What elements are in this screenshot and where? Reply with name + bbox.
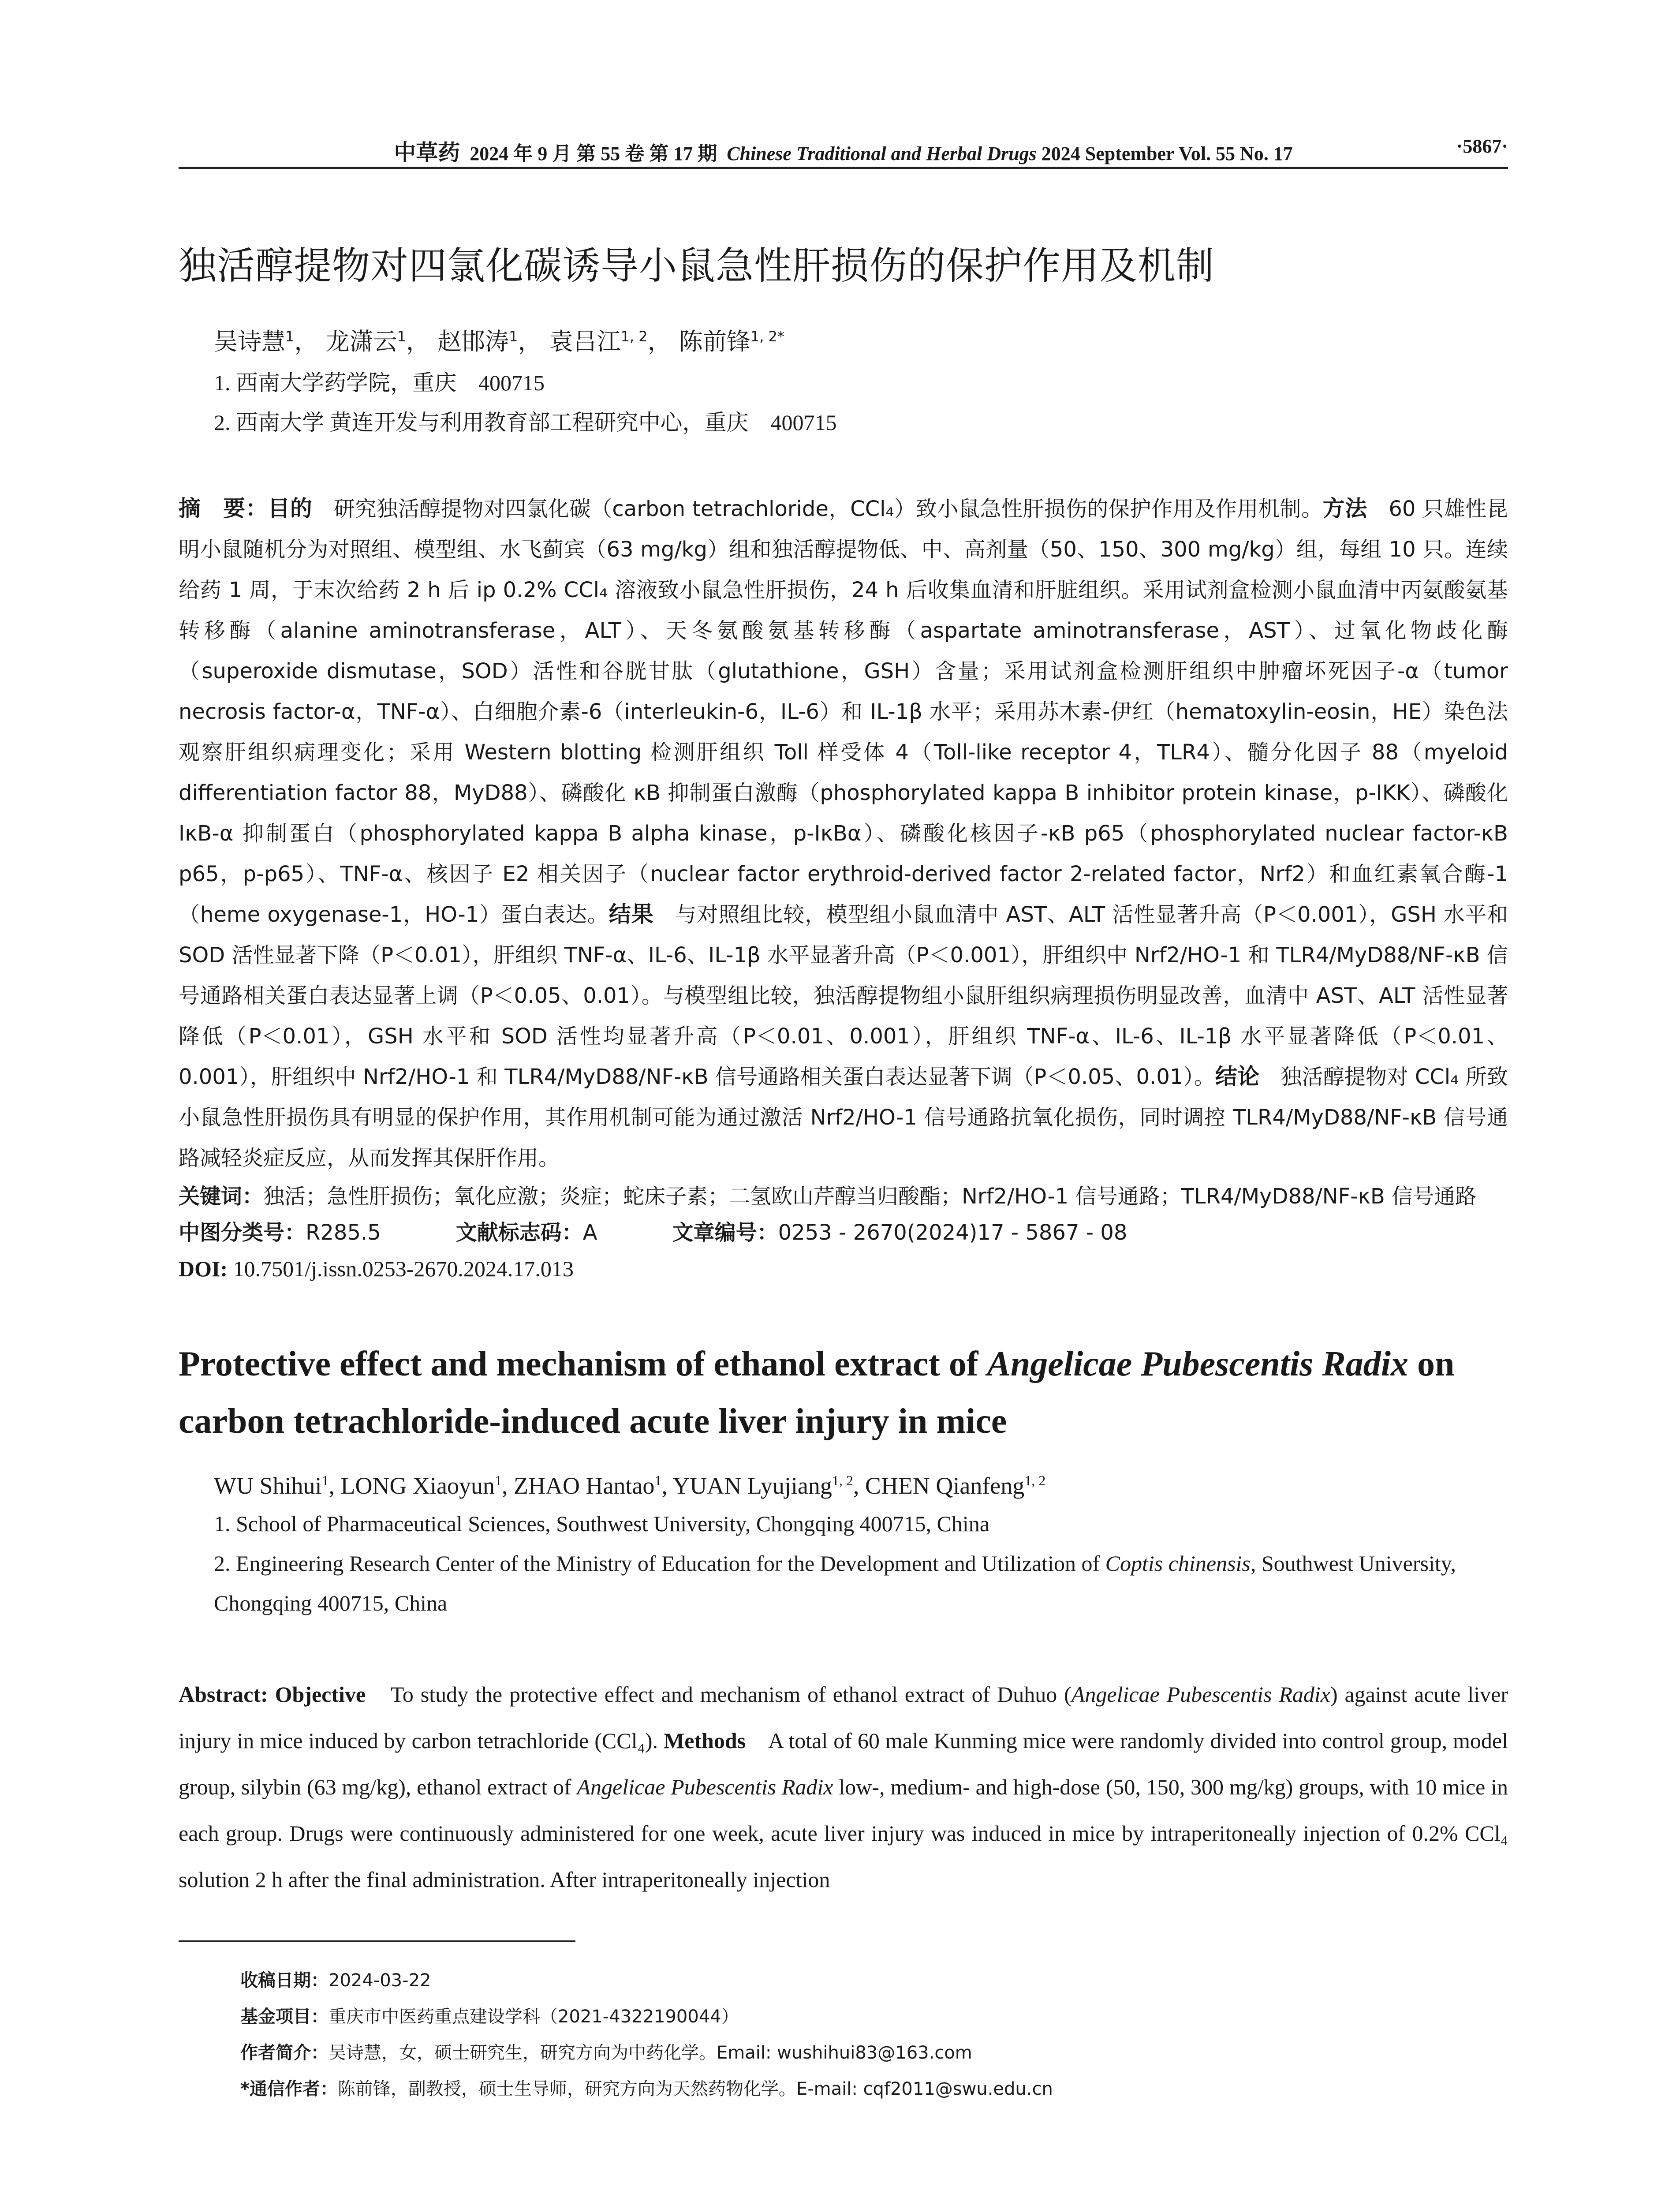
- clc-label: 中图分类号：: [179, 1220, 306, 1245]
- affiliation: 2. 西南大学 黄连开发与利用教育部工程研究中心，重庆 400715: [214, 410, 837, 435]
- footnotes: [240, 1962, 1475, 2107]
- methods-label: Methods: [664, 1728, 746, 1753]
- footnote-received: [240, 1962, 1475, 1999]
- author-sup: 1: [494, 1472, 502, 1488]
- footnote-corresponding: [240, 2071, 1475, 2107]
- section-text: 研究独活醇提物对四氯化碳（carbon tetrachloride，CCl₄）致小鼠急性肝损伤的保护作用及作用机制。: [312, 497, 1323, 521]
- journal-logo: 中草药: [394, 140, 460, 165]
- journal-name-en: Chinese Traditional and Herbal Drugs: [727, 143, 1037, 164]
- doi-row: [179, 1251, 1508, 1287]
- author-sup: 1, 2: [1024, 1472, 1046, 1488]
- author-sup: 1, 2: [832, 1472, 853, 1488]
- author-sup: 1: [397, 328, 406, 345]
- clc-value: R285.5: [306, 1220, 381, 1245]
- cn-affiliations: [214, 363, 1508, 442]
- en-title-text: Protective effect and mechanism of ethanol extract of: [179, 1345, 987, 1383]
- doi-value[interactable]: 10.7501/j.issn.0253-2670.2024.17.013: [233, 1256, 574, 1281]
- issue-cn: 2024 年 9 月 第 55 卷 第 17 期: [470, 143, 717, 164]
- footnote-text: 吴诗慧，女，硕士研究生，研究方向为中药化学。Email: wushihui83@163.com: [329, 2043, 972, 2063]
- author-sup: 1: [509, 328, 518, 345]
- cn-keywords: [179, 1178, 1508, 1215]
- section-label: 方法: [1322, 496, 1367, 521]
- keywords-label: 关键词：: [179, 1184, 264, 1209]
- author: CHEN Qianfeng: [865, 1472, 1025, 1499]
- author: LONG Xiaoyun: [340, 1472, 495, 1499]
- abstract-label: Abstract: Objective: [179, 1682, 366, 1707]
- article-no-value: 0253 - 2670(2024)17 - 5867 - 08: [778, 1220, 1127, 1245]
- author: 龙潇云: [325, 328, 397, 355]
- author-sup: 1: [285, 328, 295, 345]
- abstract-label: 摘 要：: [179, 496, 268, 521]
- doc-code-value: A: [582, 1220, 597, 1245]
- author: 吴诗慧: [214, 328, 285, 355]
- author-sup: 1, 2: [620, 328, 648, 345]
- en-affiliations: [214, 1504, 1508, 1623]
- cn-author-list: 吴诗慧$^1$， 龙潇云$^1$， 赵邯涛$^1$， 袁吕江$^{1, 2}$， 陈前锋$^{1, 2*}$: [214, 328, 784, 355]
- author-sup: 1: [654, 1472, 662, 1488]
- footnote-fund: [240, 1999, 1475, 2035]
- en-title-italic: Angelicae Pubescentis Radix: [987, 1345, 1408, 1383]
- section-text: 与对照组比较，模型组小鼠血清中 AST、ALT 活性显著升高（P＜0.001），GSH 水平和 SOD 活性显著下降（P＜0.01），肝组织 TNF-α、IL-6、IL-1β 水平显著升高（P＜0.001），肝组织中 Nrf2/HO-1 和 TLR4/MyD88/NF-κB 信号通路相关蛋白表达显著上调（P＜0.05、0.01）。与模型组比较，独活醇提物组小鼠肝组织病理损伤明显改善，血清中 AST、ALT 活性显著降低（P＜0.01），GSH 水平和 SOD 活性均显著升高（P＜0.01、0.001），肝组织 TNF-α、IL-6、IL-1β 水平显著降低（P＜0.01、0.001），肝组织中 Nrf2/HO-1 和 TLR4/MyD88/NF-κB 信号通路相关蛋白表达显著下调（P＜0.05、0.01）。: [179, 902, 1508, 1089]
- author: WU Shihui: [214, 1472, 322, 1499]
- classification-row: [179, 1215, 1508, 1251]
- methods-italic: Angelicae Pubescentis Radix: [577, 1775, 833, 1799]
- footnote-text: 重庆市中医药重点建设学科（2021-4322190044）: [329, 2007, 739, 2027]
- section-text: 60 只雄性昆明小鼠随机分为对照组、模型组、水飞蓟宾（63 mg/kg）组和独活醇提物低、中、高剂量（50、150、300 mg/kg）组，每组 10 只。连续给药 1 周，于末次给药 2 h 后 ip 0.2% CCl₄ 溶液致小鼠急性肝损伤，24 h 后收集血清和肝脏组织。采用试剂盒检测小鼠血清中丙氨酸氨基转移酶（alanine aminotransferase，ALT）、天冬氨酸氨基转移酶（aspartate aminotransferase，AST）、过氧化物歧化酶（superoxide dismutase，SOD）活性和谷胱甘肽（glutathione，GSH）含量；采用试剂盒检测肝组织中肿瘤坏死因子-α（tumor necrosis factor-α，TNF-α）、白细胞介素-6（interleukin-6，IL-6）和 IL-1β 水平；采用苏木素-伊红（hematoxylin-eosin，HE）染色法观察肝组织病理变化；采用 Western blotting 检测肝组织 Toll 样受体 4（Toll-like receptor 4，TLR4）、髓分化因子 88（myeloid differentiation factor 88，MyD88）、磷酸化 κB 抑制蛋白激酶（phosphorylated kappa B inhibitor protein kinase，p-IKK）、磷酸化 IκB-α 抑制蛋白（phosphorylated kappa B alpha kinase，p-IκBα）、磷酸化核因子-κB p65（phosphorylated nuclear factor-κB p65，p-p65）、TNF-α、核因子 E2 相关因子（nuclear factor erythroid-derived factor 2-related factor，Nrf2）和血红素氧合酶-1（heme oxygenase-1，HO-1）蛋白表达。: [179, 497, 1508, 927]
- author-sup: 1, 2*: [750, 328, 784, 345]
- author: YUAN Lyujiang: [672, 1472, 832, 1499]
- section-label: 结果: [609, 901, 654, 927]
- methods-text: A total of 60 male Kunming mice were randomly divided into control group, model group, silybin (63 mg/kg), ethanol extract of: [179, 1728, 1508, 1799]
- author: 陈前锋: [679, 328, 750, 355]
- author: ZHAO Hantao: [513, 1472, 655, 1499]
- author: 赵邯涛: [437, 328, 509, 355]
- author-sup: 1: [321, 1472, 329, 1488]
- affiliation: 1. 西南大学药学院，重庆 400715: [214, 370, 545, 395]
- issue-en: 2024 September Vol. 55 No. 17: [1041, 143, 1293, 164]
- footnote-text: 2024-03-22: [329, 1970, 431, 1991]
- footnote-label: 基金项目：: [240, 2007, 329, 2027]
- doi-label: DOI:: [179, 1256, 228, 1281]
- objective-text: To study the protective effect and mechanism of ethanol extract of Duhuo (: [366, 1682, 1071, 1707]
- affiliation: [214, 1544, 1508, 1623]
- affiliation-text: , Southwest University, Chongqing 400715, China: [214, 1551, 1456, 1615]
- en-abstract: [179, 1671, 1508, 1903]
- en-title: [179, 1335, 1508, 1450]
- doc-code-label: 文献标志码：: [455, 1220, 583, 1245]
- footnote-rule: [179, 1940, 575, 1942]
- page-number: ·5867·: [1456, 135, 1508, 157]
- methods-text: low-, medium- and high-dose (50, 150, 300 mg/kg) groups, with 10 mice in each group. Drugs were continuously administered for one week, acute liver injury was induced in mice by intraperitoneally injection of 0.2% CCl₄ solution 2 h after the final administration. After intraperitoneally injection: [179, 1775, 1508, 1892]
- footnote-text: 陈前锋，副教授，硕士生导师，研究方向为天然药物化学。E-mail: cqf2011@swu.edu.cn: [337, 2079, 1053, 2099]
- header-center: [179, 135, 1508, 167]
- en-author-list: WU Shihui$^1$, LONG Xiaoyun$^1$, ZHAO Hantao$^1$, YUAN Lyujiang$^{1, 2}$, CHEN Qianfeng$^{1, 2}$: [214, 1472, 1046, 1499]
- en-title-text: on carbon tetrachloride-induced acute liver injury in mice: [179, 1345, 1455, 1441]
- footnote-label: *通信作者：: [240, 2079, 338, 2099]
- author: 袁吕江: [549, 328, 621, 355]
- cn-abstract: [179, 489, 1508, 1178]
- objective-text: ) against acute liver injury in mice induced by carbon tetrachloride (CCl₄).: [179, 1682, 1508, 1753]
- footnote-author: [240, 2035, 1475, 2071]
- affiliation-text: 2. Engineering Research Center of the Ministry of Education for the Development and Utilization of: [214, 1551, 1105, 1576]
- paper-page: [179, 132, 1508, 1903]
- section-label: 目的: [268, 496, 313, 521]
- footnote-label: 收稿日期：: [240, 1970, 329, 1991]
- affiliation: 1. School of Pharmaceutical Sciences, Southwest University, Chongqing 400715, China: [214, 1511, 990, 1536]
- affiliation-italic: Coptis chinensis: [1105, 1551, 1251, 1576]
- objective-italic: Angelicae Pubescentis Radix: [1071, 1682, 1330, 1707]
- section-text: 独活醇提物对 CCl₄ 所致小鼠急性肝损伤具有明显的保护作用，其作用机制可能为通过激活 Nrf2/HO-1 信号通路抗氧化损伤，同时调控 TLR4/MyD88/NF-κB 信号通路减轻炎症反应，从而发挥其保肝作用。: [179, 1065, 1508, 1170]
- running-header: [179, 132, 1508, 169]
- article-no-label: 文章编号：: [672, 1220, 778, 1245]
- keywords-text: 独活；急性肝损伤；氧化应激；炎症；蛇床子素；二氢欧山芹醇当归酸酯；Nrf2/HO-1 信号通路；TLR4/MyD88/NF-κB 信号通路: [263, 1184, 1477, 1209]
- footnote-label: 作者简介：: [240, 2043, 329, 2063]
- cn-title: 独活醇提物对四氯化碳诱导小鼠急性肝损伤的保护作用及机制: [179, 244, 1214, 288]
- section-label: 结论: [1215, 1064, 1260, 1089]
